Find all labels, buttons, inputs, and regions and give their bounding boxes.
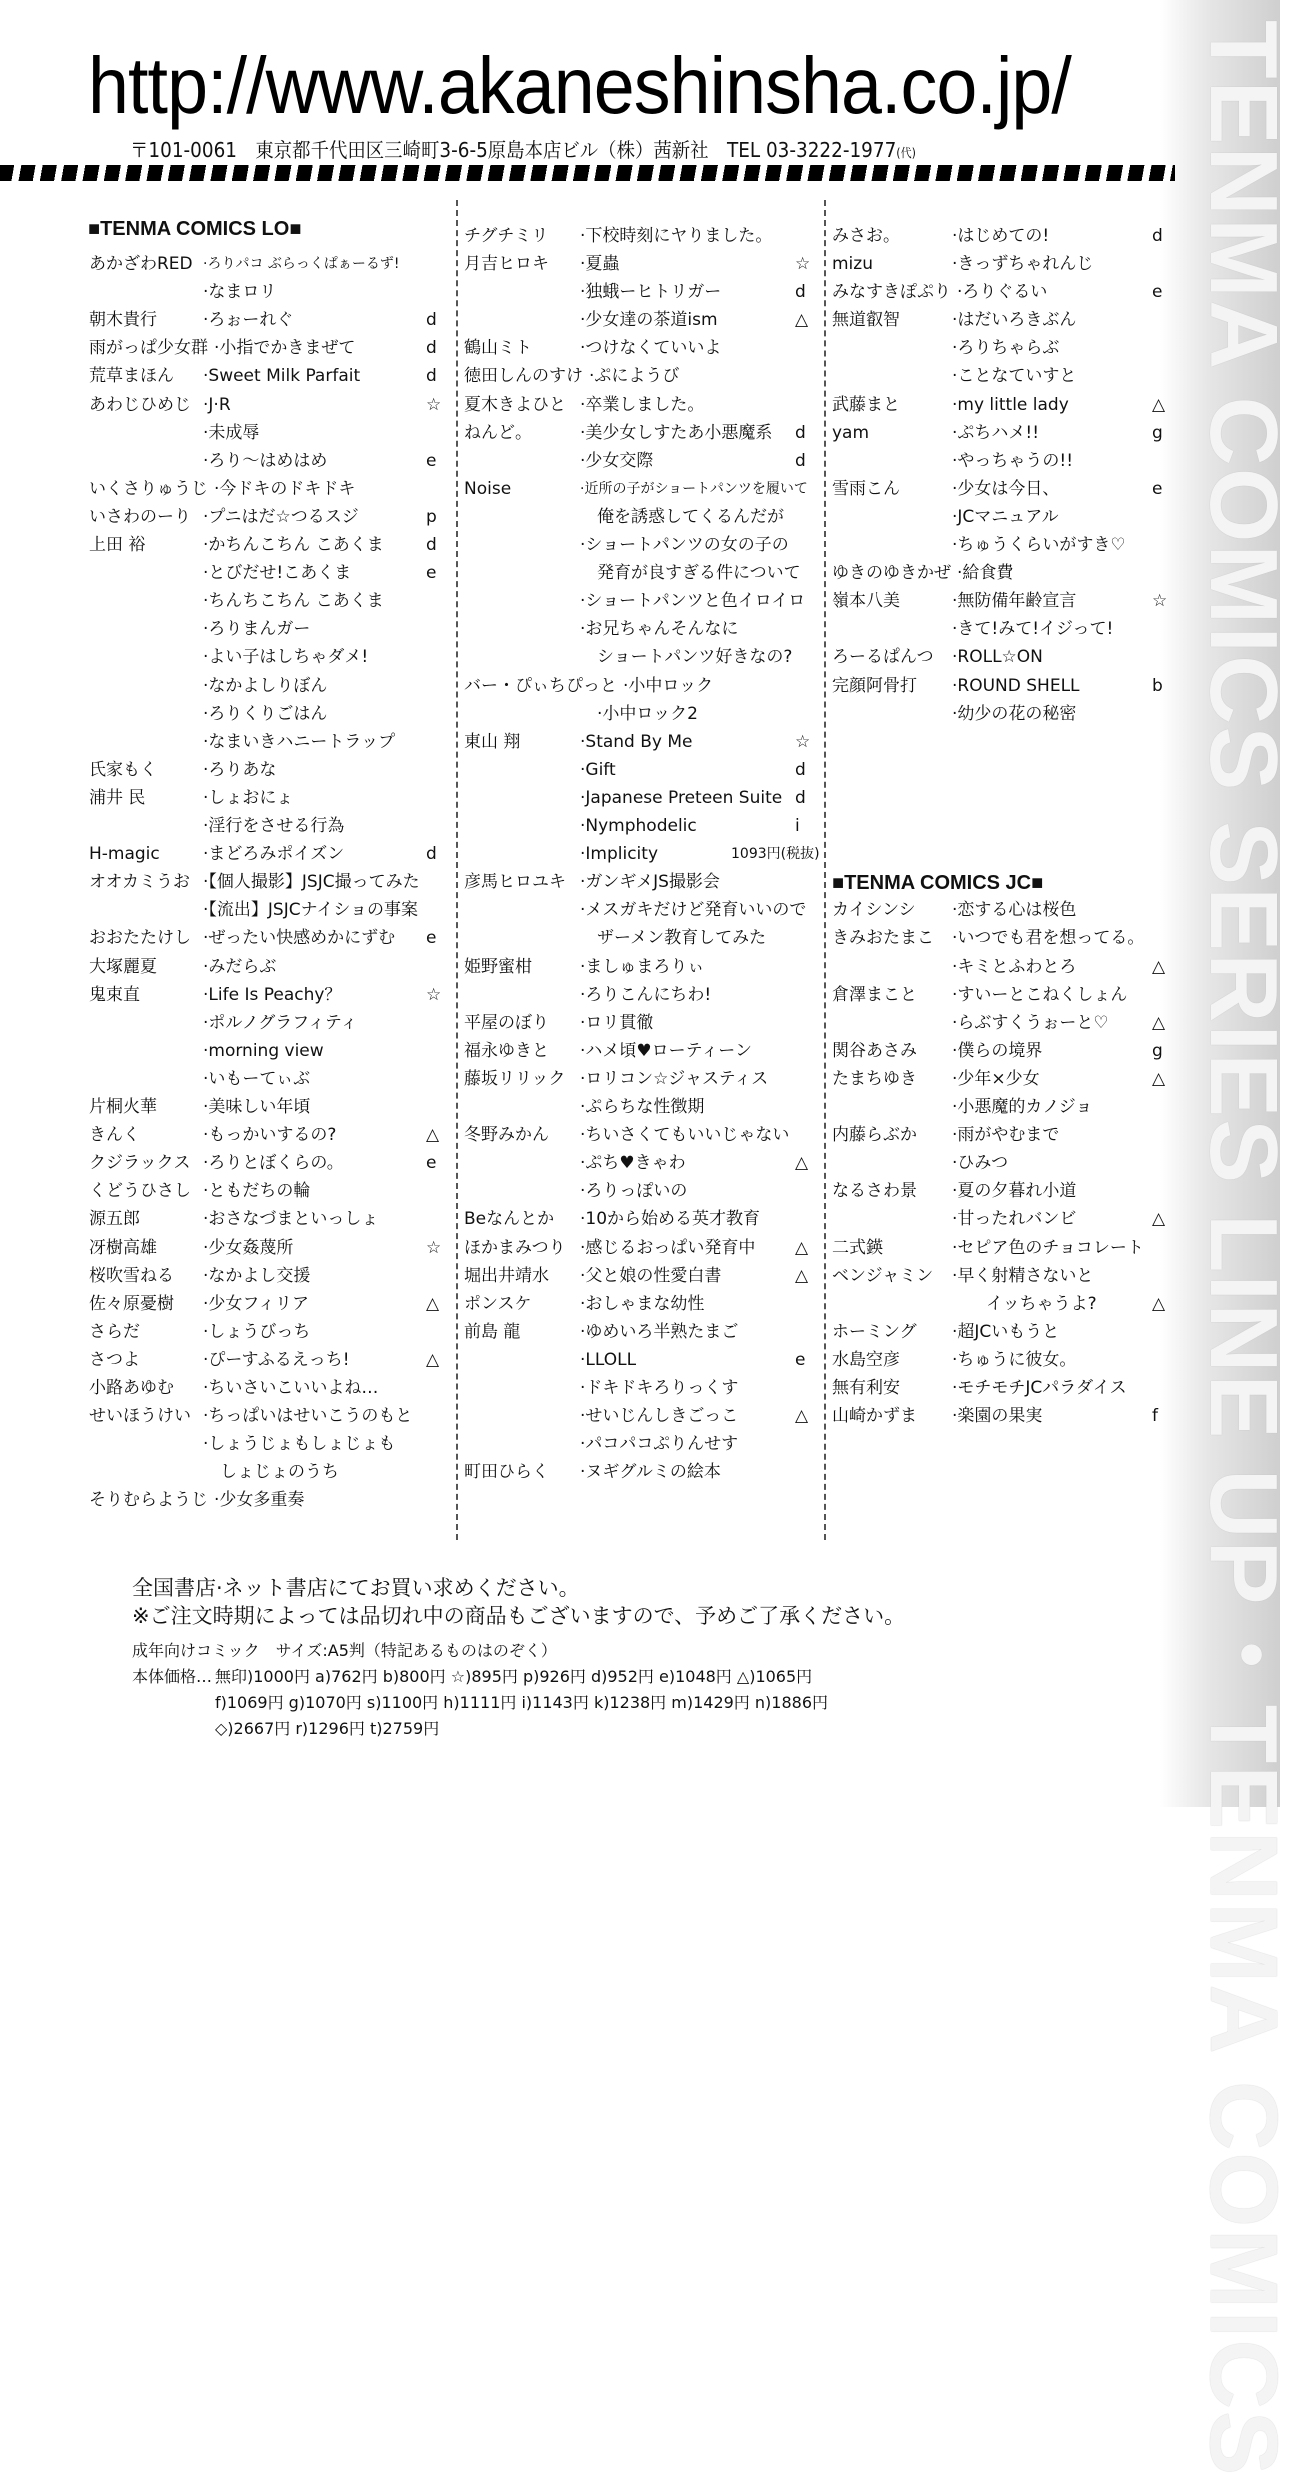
entry-author: 関谷あさみ (832, 1040, 917, 1061)
entry-author: さつよ (89, 1349, 140, 1370)
entry-author: 姫野蜜柑 (464, 956, 532, 977)
entry-mark: p (426, 506, 437, 527)
entry-title: ·いつでも君を想ってる。 (952, 928, 1145, 949)
entry-author: ポンスケ (464, 1293, 532, 1314)
entry-title: ·卒業しました。 (580, 394, 705, 415)
entry-title: ·楽園の果実 (952, 1406, 1043, 1427)
entry-author: みなすきぽぷり (832, 282, 951, 303)
entry-title: ·Implicity (580, 844, 659, 865)
entry-author: 月吉ヒロキ (464, 254, 549, 274)
entry-title: ·小中ロック2 (580, 703, 698, 724)
entry-author: yam (832, 422, 870, 443)
entry-title: ·ポルノグラフィティ (203, 1012, 358, 1033)
entry-author: ほかまみつり (464, 1237, 566, 1258)
entry-author: バー・ぴぃちぴっと (464, 675, 617, 696)
entry-title: ·独蛾ーヒトリガー (580, 282, 722, 303)
footer-prices: f)1069円 g)1070円 s)1100円 h)1111円 i)1143円 k)1238円 m)1429円 n)1886円 (215, 1693, 828, 1712)
entry-title: ·morning view (203, 1040, 324, 1061)
entry-title: ·ろりくりごはん (203, 703, 328, 724)
entry-mark: ☆ (426, 394, 442, 415)
entry-title: ·おさなづまといっしょ (203, 1209, 379, 1230)
entry-title: ·ぴーすふるえっち! (203, 1349, 350, 1370)
entry-author: あわじひめじ (89, 394, 191, 415)
entry-title: ·いもーてぃぶ (203, 1068, 311, 1089)
entry-title: ·きっずちゃれんじ (952, 254, 1094, 274)
entry-title: ·少女多重奏 (214, 1490, 305, 1511)
entry-title: ·しょうびっち (203, 1321, 311, 1342)
entry-author: ホーミング (832, 1321, 917, 1342)
entry-author: 氏家もく (89, 759, 157, 780)
column-divider (824, 200, 826, 1540)
entry-author: いさわのーり (89, 506, 191, 527)
entry-title: ·少女は今日、 (952, 478, 1060, 499)
entry-title: ·淫行をさせる行為 (203, 816, 345, 836)
entry-title: ·小指でかきまぜて (214, 338, 356, 359)
address-suffix: (代) (896, 146, 916, 160)
entry-author: 福永ゆきと (464, 1040, 549, 1061)
entry-mark: g (1152, 1040, 1163, 1061)
entry-title: ·ともだちの輪 (203, 1181, 311, 1202)
entry-title: ·Nymphodelic (580, 816, 697, 836)
entry-title: ·無防備年齢宣言 (952, 591, 1077, 612)
entry-author: 町田ひらく (464, 1462, 549, 1483)
entry-author: さらだ (89, 1321, 140, 1342)
entry-title: ·ちんちこちん こあくま (203, 591, 384, 612)
entry-title: ·僕らの境界 (952, 1040, 1043, 1061)
entry-title: ·夏蟲 (580, 254, 620, 274)
entry-author: 二式鍈 (832, 1237, 883, 1258)
entry-title: ·ましゅまろりぃ (580, 956, 705, 977)
entry-mark: △ (1152, 1012, 1166, 1033)
entry-title: ·ちっぱいはせいこうのもと (203, 1406, 413, 1427)
entry-author: 無道叡智 (832, 310, 900, 331)
entry-title: ·早く射精さないと (952, 1265, 1094, 1286)
entry-title: ·ぷらちな性徴期 (580, 1097, 705, 1117)
entry-title: ·ろりあな (203, 759, 277, 780)
entry-author: 前島 龍 (464, 1321, 521, 1342)
entry-title: ·ろぉーれぐ (203, 310, 294, 331)
entry-author: 上田 裕 (89, 535, 146, 555)
entry-title: ·Gift (580, 759, 616, 780)
entry-title: ·ろりちゃらぶ (952, 338, 1060, 359)
entry-title: ·少女姦蔑所 (203, 1237, 294, 1258)
entry-author: おおたたけし (89, 928, 191, 949)
entry-author: 雪雨こん (832, 478, 900, 499)
entry-author: 山崎かずま (832, 1406, 917, 1427)
entry-title: ·ちいさいこいいよね… (203, 1378, 379, 1398)
entry-mark: △ (795, 1237, 809, 1258)
entry-title: ·ROLL☆ON (952, 647, 1043, 668)
entry-title: ·【流出】JSJCナイショの事案 (203, 900, 419, 921)
entry-title: ·Sweet Milk Parfait (203, 366, 361, 387)
entry-mark: d (426, 310, 437, 331)
entry-author: 藤坂リリック (464, 1068, 566, 1089)
entry-mark: ☆ (1152, 591, 1168, 612)
entry-title: 俺を誘惑してくるんだが (580, 506, 784, 527)
entry-title: ·せいじんしきごっこ (580, 1406, 739, 1427)
publisher-url[interactable]: http://www.akaneshinsha.co.jp/ (88, 41, 1071, 130)
entry-author: 水島空彦 (832, 1349, 900, 1370)
entry-author: いくさりゅうじ (89, 478, 208, 499)
footer-purchase-note: 全国書店·ネット書店にてお買い求めください。 (132, 1576, 580, 1600)
entry-title: ·なまロリ (203, 282, 277, 303)
entry-title: ·ことなていすと (952, 366, 1077, 387)
entry-title: ·みだらぶ (203, 956, 277, 977)
entry-title: ·ちいさくてもいいじゃない (580, 1125, 790, 1146)
entry-mark: △ (1152, 1293, 1166, 1314)
entry-author: 鶴山ミト (464, 338, 532, 359)
entry-title: ·らぶすくうぉーと♡ (952, 1012, 1109, 1033)
entry-mark: d (795, 787, 806, 808)
entry-author: 武藤まと (832, 394, 900, 415)
entry-author: たまちゆき (832, 1068, 917, 1089)
entry-author: そりむらようじ (89, 1490, 208, 1511)
entry-author: 完顔阿骨打 (832, 675, 917, 696)
entry-title: ·ドキドキろりっくす (580, 1378, 739, 1398)
publisher-address (130, 134, 916, 163)
entry-title: ·未成辱 (203, 422, 260, 443)
entry-title: ·J·R (203, 394, 231, 415)
entry-title: ·ROUND SHELL (952, 675, 1080, 696)
entry-title: ·ショートパンツと色イロイロ (580, 591, 806, 612)
entry-mark: d (795, 759, 806, 780)
entry-mark: d (795, 282, 806, 303)
entry-title: ·しょうじょもしょじょも (203, 1434, 396, 1455)
entry-author: 小路あゆむ (89, 1378, 174, 1398)
entry-author: 無有利安 (832, 1378, 900, 1398)
entry-mark: b (1152, 675, 1163, 696)
entry-mark: △ (1152, 1209, 1166, 1230)
entry-title: ·小悪魔的カノジョ (952, 1097, 1093, 1117)
entry-mark: 1093円(税抜) (731, 846, 820, 863)
entry-title: ·ぜったい快感めかにずむ (203, 928, 396, 949)
entry-mark: ☆ (795, 254, 811, 274)
entry-author: 片桐火華 (89, 1097, 157, 1117)
entry-author: ゆきのゆきかぜ (832, 563, 951, 584)
entry-author: 源五郎 (89, 1209, 140, 1230)
entry-mark: △ (795, 1406, 809, 1427)
entry-title: ·ろりっぽいの (580, 1181, 688, 1202)
entry-title: ·ろり～はめはめ (203, 450, 328, 471)
entry-title: ·今ドキのドキドキ (214, 478, 356, 499)
entry-title: ショートパンツ好きなの? (580, 647, 793, 668)
entry-title: ·給食費 (957, 563, 1014, 584)
footer-prices: 無印)1000円 a)762円 b)800円 ☆)895円 p)926円 d)952円 e)1048円 △)1065円 (215, 1667, 813, 1686)
entry-author: 大塚麗夏 (89, 956, 157, 977)
entry-mark: i (795, 816, 800, 836)
entry-author: くどうひさし (89, 1181, 191, 1202)
entry-title: ·もっかいするの? (203, 1125, 337, 1146)
entry-title: ·とびだせ!こあくま (203, 563, 352, 584)
entry-author: オオカミうお (89, 872, 190, 893)
entry-title: ·恋する心は桜色 (952, 900, 1077, 921)
entry-author: ねんど。 (464, 422, 532, 443)
entry-title: ·ロリコン☆ジャスティス (580, 1068, 769, 1089)
entry-title: ·ぷにようび (589, 366, 680, 387)
entry-author: 東山 翔 (464, 731, 521, 752)
entry-author: きんく (89, 1125, 140, 1146)
entry-mark: e (1152, 282, 1163, 303)
entry-author: 冬野みかん (464, 1125, 549, 1146)
entry-title: ·ハメ頃♥ローティーン (580, 1040, 752, 1061)
entry-title: ·少女達の茶道ism (580, 310, 718, 331)
entry-author: Beなんとか (464, 1209, 555, 1230)
entry-author: ベンジャミン (832, 1265, 934, 1286)
entry-author: 雨がっぱ少女群 (89, 338, 208, 359)
entry-mark: d (426, 366, 437, 387)
entry-mark: △ (426, 1349, 440, 1370)
footer-prices: ◇)2667円 r)1296円 t)2759円 (215, 1719, 440, 1738)
entry-author: 堀出井靖水 (464, 1265, 549, 1286)
entry-title: ·10から始める英才教育 (580, 1209, 761, 1230)
entry-title: ·パコパコぷりんせす (580, 1434, 739, 1455)
footer-stock-note: ※ご注文時期によっては品切れ中の商品もございますので、予めご了承ください。 (132, 1604, 906, 1628)
entry-author: きみおたまこ (832, 928, 934, 949)
entry-title: ·お兄ちゃんそんなに (580, 619, 739, 640)
footer-price-label: 本体価格… (132, 1667, 213, 1686)
entry-mark: d (426, 535, 437, 555)
entry-title: ·美味しい年頃 (203, 1097, 311, 1117)
entry-title: ·ろりまんガー (203, 619, 311, 640)
entry-title: ·少年×少女 (952, 1068, 1040, 1089)
entry-title: ·ろりとぼくらの。 (203, 1153, 344, 1174)
entry-title: ·小中ロック (623, 675, 714, 696)
column-divider (456, 200, 458, 1540)
entry-title: ·モチモチJCパラダイス (952, 1378, 1127, 1398)
entry-mark: △ (795, 310, 809, 331)
entry-title: ·なまいきハニートラップ (203, 731, 396, 752)
entry-title: ·ショートパンツの女の子の (580, 535, 789, 555)
entry-mark: e (426, 928, 437, 949)
entry-title: ·ちゅうに彼女。 (952, 1349, 1077, 1370)
entry-title: ·近所の子がショートパンツを履いて (580, 480, 808, 497)
entry-title: ·かちんこちん こあくま (203, 535, 384, 555)
entry-author: 徳田しんのすけ (464, 366, 583, 387)
entry-title: ·Stand By Me (580, 731, 693, 752)
entry-title: ·はだいろきぶん (952, 310, 1077, 331)
entry-title: ·ぷちハメ!! (952, 422, 1040, 443)
entry-title: ·ろりパコ ぶらっくぱぁーるず! (203, 256, 400, 272)
side-watermark: TENMA COMICS SERIES LINE UP・TENMA COMICS (1190, 20, 1297, 2477)
entry-mark: △ (1152, 956, 1166, 977)
footer-size-note: 成年向けコミック サイズ:A5判（特記あるものはのぞく） (132, 1641, 557, 1660)
entry-title: ·Japanese Preteen Suite (580, 787, 783, 808)
entry-title: ·感じるおっぱい発育中 (580, 1237, 756, 1258)
entry-title: ·父と娘の性愛白書 (580, 1265, 722, 1286)
entry-title: イッちゃうよ? (952, 1293, 1097, 1314)
entry-title: ·幼少の花の秘密 (952, 703, 1077, 724)
entry-mark: f (1152, 1406, 1158, 1427)
section-title-lo: ■TENMA COMICS LO■ (88, 218, 302, 240)
entry-title: ·少女フィリア (203, 1293, 310, 1314)
entry-title: ·ろりこんにちわ! (580, 984, 712, 1005)
section-title-jc: ■TENMA COMICS JC■ (832, 872, 1044, 894)
entry-author: チグチミリ (464, 225, 549, 246)
entry-title: ·少女交際 (580, 450, 654, 471)
entry-title: ·甘ったれバンビ (952, 1209, 1077, 1230)
entry-author: なるさわ景 (832, 1181, 917, 1202)
entry-mark: d (1152, 225, 1163, 246)
entry-title: ·メスガキだけど発育いいので (580, 900, 807, 921)
entry-author: 鬼束直 (89, 984, 140, 1005)
entry-mark: ☆ (795, 731, 811, 752)
entry-mark: d (426, 844, 437, 865)
entry-mark: g (1152, 422, 1163, 443)
entry-author: 桜吹雪ねる (89, 1265, 174, 1286)
entry-mark: d (795, 450, 806, 471)
entry-title: ·やっちゃうの!! (952, 450, 1074, 471)
entry-mark: e (426, 1153, 437, 1174)
entry-title: ·下校時刻にヤりました。 (580, 225, 773, 246)
entry-author: カイシンシ (832, 900, 916, 921)
entry-mark: △ (795, 1265, 809, 1286)
entry-title: ·超JCいもうと (952, 1321, 1060, 1342)
entry-title: ·なかよし交援 (203, 1265, 311, 1286)
entry-title: ·ヌギグルミの絵本 (580, 1462, 721, 1483)
entry-title: ·ガンギメJS撮影会 (580, 872, 720, 893)
entry-title: ·なかよしりぼん (203, 675, 328, 696)
entry-title: ·つけなくていいよ (580, 338, 722, 359)
entry-title: ·ひみつ (952, 1153, 1009, 1174)
entry-title: 発育が良すぎる件について (580, 563, 801, 584)
entry-title: ·しょおにょ (203, 787, 294, 808)
entry-title: ·プニはだ☆つるスジ (203, 506, 359, 527)
entry-title: ·ちゅうくらいがすき♡ (952, 535, 1126, 555)
entry-author: 夏木きよひと (464, 394, 566, 415)
entry-title: ザーメン教育してみた (580, 928, 767, 949)
entry-mark: △ (426, 1125, 440, 1146)
entry-mark: △ (1152, 1068, 1166, 1089)
entry-title: ·セピア色のチョコレート (952, 1237, 1144, 1258)
entry-title: ·きて!みて!イジって! (952, 619, 1114, 640)
entry-author: みさお。 (832, 225, 900, 246)
entry-mark: △ (1152, 394, 1166, 415)
entry-author: 冴樹高雄 (89, 1237, 157, 1258)
entry-mark: d (795, 422, 806, 443)
entry-author: ろーるぱんつ (832, 647, 934, 668)
entry-title: ·キミとふわとろ (952, 956, 1077, 977)
entry-mark: e (426, 450, 437, 471)
entry-author: H-magic (89, 844, 160, 865)
entry-title: ·よい子はしちゃダメ! (203, 647, 369, 668)
entry-title: ·JCマニュアル (952, 506, 1059, 527)
entry-title: ·雨がやむまで (952, 1125, 1060, 1146)
entry-title: ·Life Is Peachy？ (203, 984, 342, 1005)
entry-title: ·まどろみポイズン (203, 844, 345, 865)
entry-author: 荒草まほん (89, 366, 174, 387)
entry-title: ·はじめての! (952, 225, 1050, 246)
entry-author: mizu (832, 254, 873, 274)
entry-title: ·ロリ貫徹 (580, 1012, 654, 1033)
entry-author: 佐々原憂樹 (89, 1293, 174, 1314)
entry-mark: e (1152, 478, 1163, 499)
entry-title: ·【個人撮影】JSJC撮ってみた (203, 872, 420, 893)
entry-mark: e (795, 1349, 806, 1370)
entry-title: ·夏の夕暮れ小道 (952, 1181, 1077, 1202)
entry-mark: d (426, 338, 437, 359)
entry-mark: ☆ (426, 1237, 442, 1258)
address-text: 〒101-0061 東京都千代田区三崎町3-6-5原島本店ビル（株）茜新社 TEL 03-3222-1977 (130, 138, 897, 162)
entry-author: あかざわRED (89, 254, 193, 274)
entry-mark: △ (795, 1153, 809, 1174)
entry-mark: △ (426, 1293, 440, 1314)
entry-title: ·すいーとこねくしょん (952, 984, 1128, 1005)
entry-mark: e (426, 563, 437, 584)
entry-author: 平屋のぼり (464, 1012, 549, 1033)
entry-title: しょじょのうち (203, 1462, 339, 1483)
entry-author: Noise (464, 478, 512, 499)
entry-title: ·ろりぐるい (957, 282, 1048, 303)
entry-author: 浦井 民 (89, 787, 146, 808)
entry-author: 朝木貴行 (89, 310, 157, 331)
entry-author: 内藤らぶか (832, 1125, 917, 1146)
entry-author: 倉澤まこと (832, 984, 917, 1005)
entry-title: ·美少女しすたあ小悪魔系 (580, 422, 773, 443)
entry-author: クジラックス (89, 1153, 191, 1174)
entry-mark: ☆ (426, 984, 442, 1005)
entry-author: 嶺本八美 (832, 591, 900, 612)
entry-title: ·LLOLL (580, 1349, 637, 1370)
entry-author: 彦馬ヒロユキ (464, 872, 566, 893)
entry-title: ·ぷち♥きゃわ (580, 1153, 686, 1174)
entry-author: せいほうけい (89, 1406, 191, 1427)
stripe-divider (0, 165, 1175, 181)
entry-title: ·おしゃまな幼性 (580, 1293, 705, 1314)
entry-title: ·ゆめいろ半熟たまご (580, 1321, 739, 1342)
entry-title: ·my little lady (952, 394, 1069, 415)
